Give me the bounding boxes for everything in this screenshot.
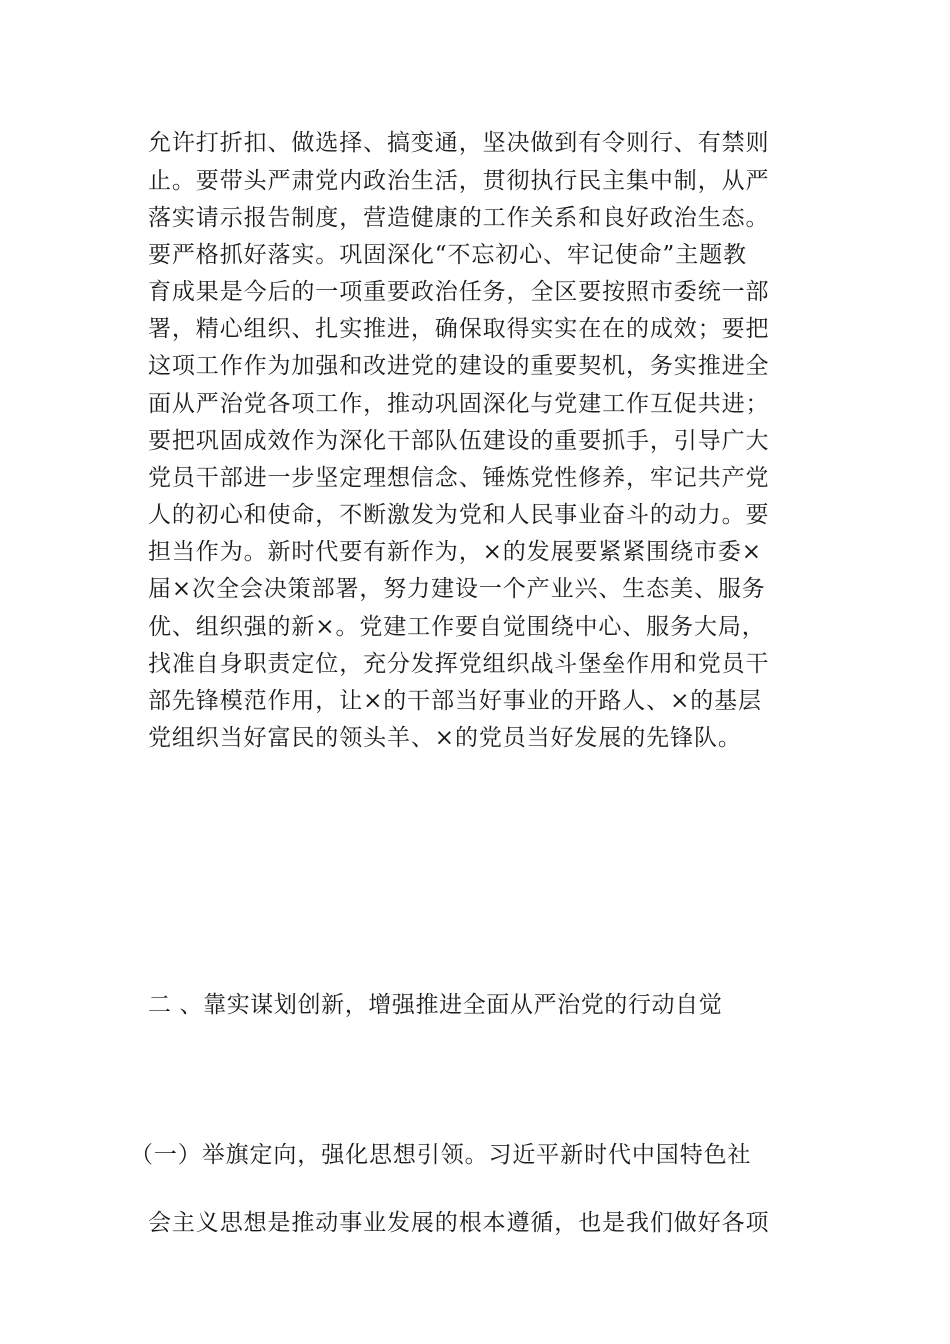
body-text-line: 这项工作作为加强和改进党的建设的重要契机，务实推进全 bbox=[148, 353, 770, 379]
body-text-line: 止。要带头严肃党内政治生活，贯彻执行民主集中制，从严 bbox=[148, 168, 770, 194]
body-text-line: 找准自身职责定位，充分发挥党组织战斗堡垒作用和党员干 bbox=[148, 651, 770, 677]
section-heading: 二 、靠实谋划创新，增强推进全面从严治党的行动自觉 bbox=[148, 992, 723, 1018]
body-text-line: 党组织当好富民的领头羊、×的党员当好发展的先锋队。 bbox=[148, 725, 742, 751]
body-text-line: 部先锋模范作用，让×的干部当好事业的开路人、×的基层 bbox=[148, 688, 762, 714]
body-text-line: 担当作为。新时代要有新作为，×的发展要紧紧围绕市委× bbox=[148, 539, 762, 565]
body-text-line: 育成果是今后的一项重要政治任务，全区要按照市委统一部 bbox=[148, 279, 770, 305]
body-text-line: 署，精心组织、扎实推进，确保取得实实在在的成效；要把 bbox=[148, 316, 770, 342]
subsection-text-line: 会主义思想是推动事业发展的根本遵循，也是我们做好各项 bbox=[148, 1210, 770, 1236]
body-text-line: 面从严治党各项工作，推动巩固深化与党建工作互促共进； bbox=[148, 391, 770, 417]
body-text-line: 要严格抓好落实。巩固深化“不忘初心、牢记使命”主题教 bbox=[148, 242, 747, 268]
body-text-line: 优、组织强的新×。党建工作要自觉围绕中心、服务大局， bbox=[148, 614, 766, 640]
body-text-line: 届×次全会决策部署，努力建设一个产业兴、生态美、服务 bbox=[148, 576, 766, 602]
body-text-line: 允许打折扣、做选择、搞变通，坚决做到有令则行、有禁则 bbox=[148, 130, 770, 156]
body-text-line: 要把巩固成效作为深化干部队伍建设的重要抓手，引导广大 bbox=[148, 428, 770, 454]
body-text-line: 落实请示报告制度，营造健康的工作关系和良好政治生态。 bbox=[148, 205, 770, 231]
body-text-line: 人的初心和使命，不断激发为党和人民事业奋斗的动力。要 bbox=[148, 502, 770, 528]
subsection-text-line: （一）举旗定向，强化思想引领。习近平新时代中国特色社 bbox=[130, 1142, 752, 1168]
body-text-line: 党员干部进一步坚定理想信念、锤炼党性修养，牢记共产党 bbox=[148, 465, 770, 491]
